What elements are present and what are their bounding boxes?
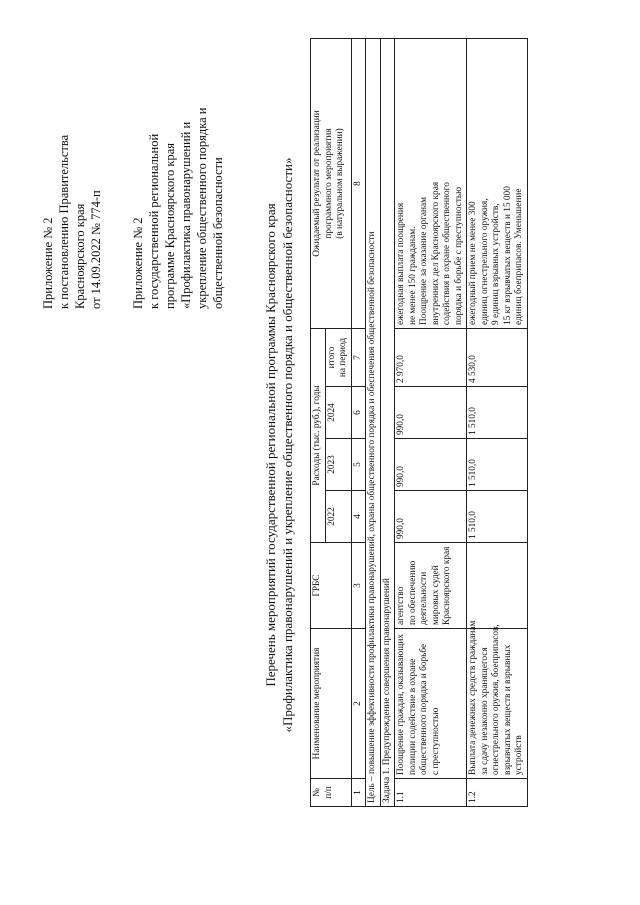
task-row bbox=[380, 39, 395, 807]
column-number: 4 bbox=[351, 491, 366, 543]
header-total: итого на период bbox=[325, 329, 351, 387]
appendix-program-line: «Профилактика правонарушений и bbox=[179, 121, 193, 309]
header-grbs: ГРБС bbox=[311, 543, 352, 629]
title-line-1: Перечень мероприятий государственной региональной программы Красноярского края bbox=[263, 203, 278, 687]
appendix-program-line: общественной безопасности bbox=[211, 157, 225, 309]
header-result: Ожидаемый результат от реализации программного мероприятия (в натуральном выражении) bbox=[311, 39, 352, 329]
row-num: 1.2 bbox=[467, 779, 528, 807]
row-2024: 990,0 bbox=[395, 387, 467, 439]
appendix-decree-line: Приложение № 2 bbox=[41, 217, 55, 309]
table-header-row bbox=[311, 39, 326, 807]
appendix-decree-block bbox=[40, 135, 104, 309]
header-num: № п/п bbox=[311, 779, 352, 807]
column-number: 3 bbox=[351, 543, 366, 629]
row-result: ежегодная выплата поощрения не менее 150 гражданам. Поощрение за оказание органам внутренних дел Красноярского края содействия в охране общественного порядка и борьбе с преступностью bbox=[395, 39, 467, 329]
goal-row bbox=[366, 39, 381, 807]
appendix-decree-line: Красноярского края bbox=[73, 203, 87, 309]
header-year-2024: 2024 bbox=[325, 387, 351, 439]
appendix-decree-line: от 14.09.2022 № 774-п bbox=[89, 190, 103, 309]
row-2023: 990,0 bbox=[395, 439, 467, 491]
column-number: 7 bbox=[351, 329, 366, 387]
appendix-program-block bbox=[130, 9, 226, 309]
row-2024: 1 510,0 bbox=[467, 387, 528, 439]
table-row bbox=[395, 39, 467, 807]
column-number: 1 bbox=[351, 779, 366, 807]
goal-text: Цель – повышение эффективности профилактики правонарушений, охраны общественного порядка и обеспечения общественной безопасности bbox=[366, 39, 381, 807]
column-numbers-row bbox=[351, 39, 366, 807]
header-expenses: Расходы (тыс. руб.), годы bbox=[311, 329, 326, 543]
measures-table bbox=[310, 38, 528, 807]
row-grbs bbox=[467, 543, 528, 629]
row-total: 2 970,0 bbox=[395, 329, 467, 387]
header-year-2023: 2023 bbox=[325, 439, 351, 491]
appendix-program-line: укрепление общественного порядка и bbox=[195, 107, 209, 309]
header-name: Наименование мероприятия bbox=[311, 629, 352, 779]
row-total: 4 530,0 bbox=[467, 329, 528, 387]
row-2022: 990,0 bbox=[395, 491, 467, 543]
row-grbs: агентство по обеспечению деятельности мировых судей Красноярского края bbox=[395, 543, 467, 629]
column-number: 8 bbox=[351, 39, 366, 329]
row-2023: 1 510,0 bbox=[467, 439, 528, 491]
appendix-program-line: программе Красноярского края bbox=[163, 142, 177, 309]
header-year-2022: 2022 bbox=[325, 491, 351, 543]
row-name: Поощрение граждан, оказывающих полиции содействие в охране общественного порядка и борьбе с преступностью bbox=[395, 629, 467, 779]
column-number: 6 bbox=[351, 387, 366, 439]
row-num: 1.1 bbox=[395, 779, 467, 807]
task-text: Задача 1. Предупреждение совершения правонарушений bbox=[380, 39, 395, 807]
column-number: 5 bbox=[351, 439, 366, 491]
document-title bbox=[262, 105, 296, 785]
row-2022: 1 510,0 bbox=[467, 491, 528, 543]
table-row bbox=[467, 39, 528, 807]
row-result: ежегодный прием не менее 300 единиц огнестрельного оружия, 9 единиц взрывных устройств, 15 кг взрывчатых веществ и 15 000 единиц боеприпасов. Уменьшение bbox=[467, 39, 528, 329]
title-line-2: «Профилактика правонарушений и укрепление общественного порядка и общественной безопасности» bbox=[280, 157, 295, 733]
appendix-program-line: Приложение № 2 bbox=[131, 217, 145, 309]
row-name: Выплата денежных средств гражданам за сдачу незаконно хранящегося огнестрельного оружия, боеприпасов, взрывчатых веществ и взрывных устройств bbox=[467, 629, 528, 779]
column-number: 2 bbox=[351, 629, 366, 779]
appendix-program-line: к государственной региональной bbox=[147, 133, 161, 309]
appendix-decree-line: к постановлению Правительства bbox=[57, 134, 71, 309]
